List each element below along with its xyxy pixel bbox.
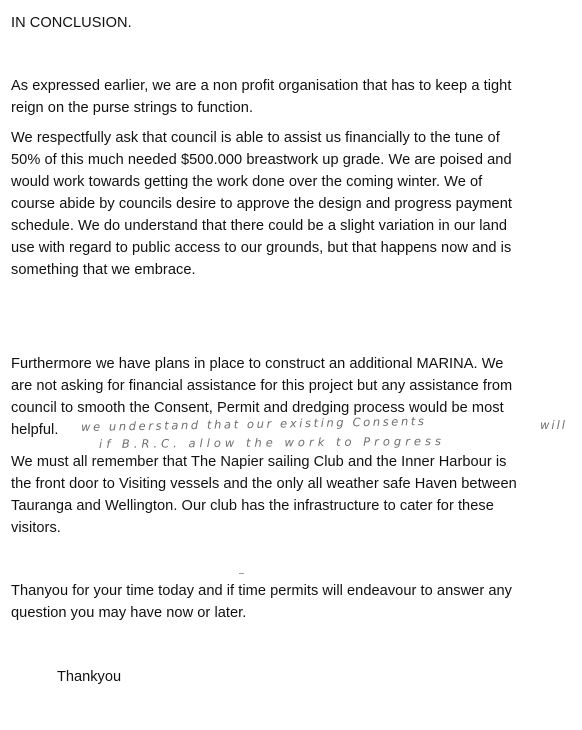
heading: IN CONCLUSION.	[11, 15, 132, 31]
paragraph-4-line: the front door to Visiting vessels and the only all weather safe Haven between	[11, 476, 517, 492]
paragraph-2-line: use with regard to public access to our grounds, but that happens now and is	[11, 240, 512, 256]
paragraph-4-line: Tauranga and Wellington. Our club has the infrastructure to cater for these	[11, 498, 494, 514]
paragraph-5-line: question you may have now or later.	[11, 605, 247, 621]
paragraph-5-line: Thanyou for your time today and if time permits will endeavour to answer any	[11, 583, 513, 599]
paragraph-2-line: something that we embrace.	[11, 262, 196, 278]
paragraph-4	[11, 451, 517, 539]
handwritten-note-line-1: we understand that our existing Consents	[80, 413, 427, 434]
paragraph-2-line: 50% of this much needed $500.000 breastwork up grade. We are poised and	[11, 152, 512, 168]
paragraph-5	[11, 580, 512, 624]
paragraph-2-line: schedule. We do understand that there could be a slight variation in our land	[11, 218, 508, 234]
paragraph-4-line: visitors.	[11, 520, 61, 536]
paragraph-2-line: would work towards getting the work done over the coming winter. We of	[11, 174, 483, 190]
paragraph-2	[11, 127, 512, 281]
paragraph-3-line: Furthermore we have plans in place to construct an additional MARINA. We	[11, 356, 504, 372]
paragraph-2-line: course abide by councils desire to approve the design and progress payment	[11, 196, 512, 212]
handwritten-note-line-2: if B.R.C. allow the work to Progress	[98, 433, 446, 451]
paragraph-3-line: are not asking for financial assistance for this project but any assistance from	[11, 378, 513, 394]
stray-pen-mark	[239, 573, 244, 574]
closing-signoff: Thankyou	[57, 669, 122, 685]
paragraph-1-line: As expressed earlier, we are a non profit organisation that has to keep a tight	[11, 78, 512, 94]
paragraph-1	[11, 75, 511, 119]
handwritten-note-line-1-end: will	[540, 418, 567, 432]
paragraph-3-line: helpful.	[11, 422, 59, 438]
paragraph-1-line: reign on the purse strings to function.	[11, 100, 254, 116]
paragraph-3-line: council to smooth the Consent, Permit and dredging process would be most	[11, 400, 504, 416]
paragraph-2-line: We respectfully ask that council is able to assist us financially to the tune of	[11, 130, 500, 146]
paragraph-4-line: We must all remember that The Napier sailing Club and the Inner Harbour is	[11, 454, 507, 470]
